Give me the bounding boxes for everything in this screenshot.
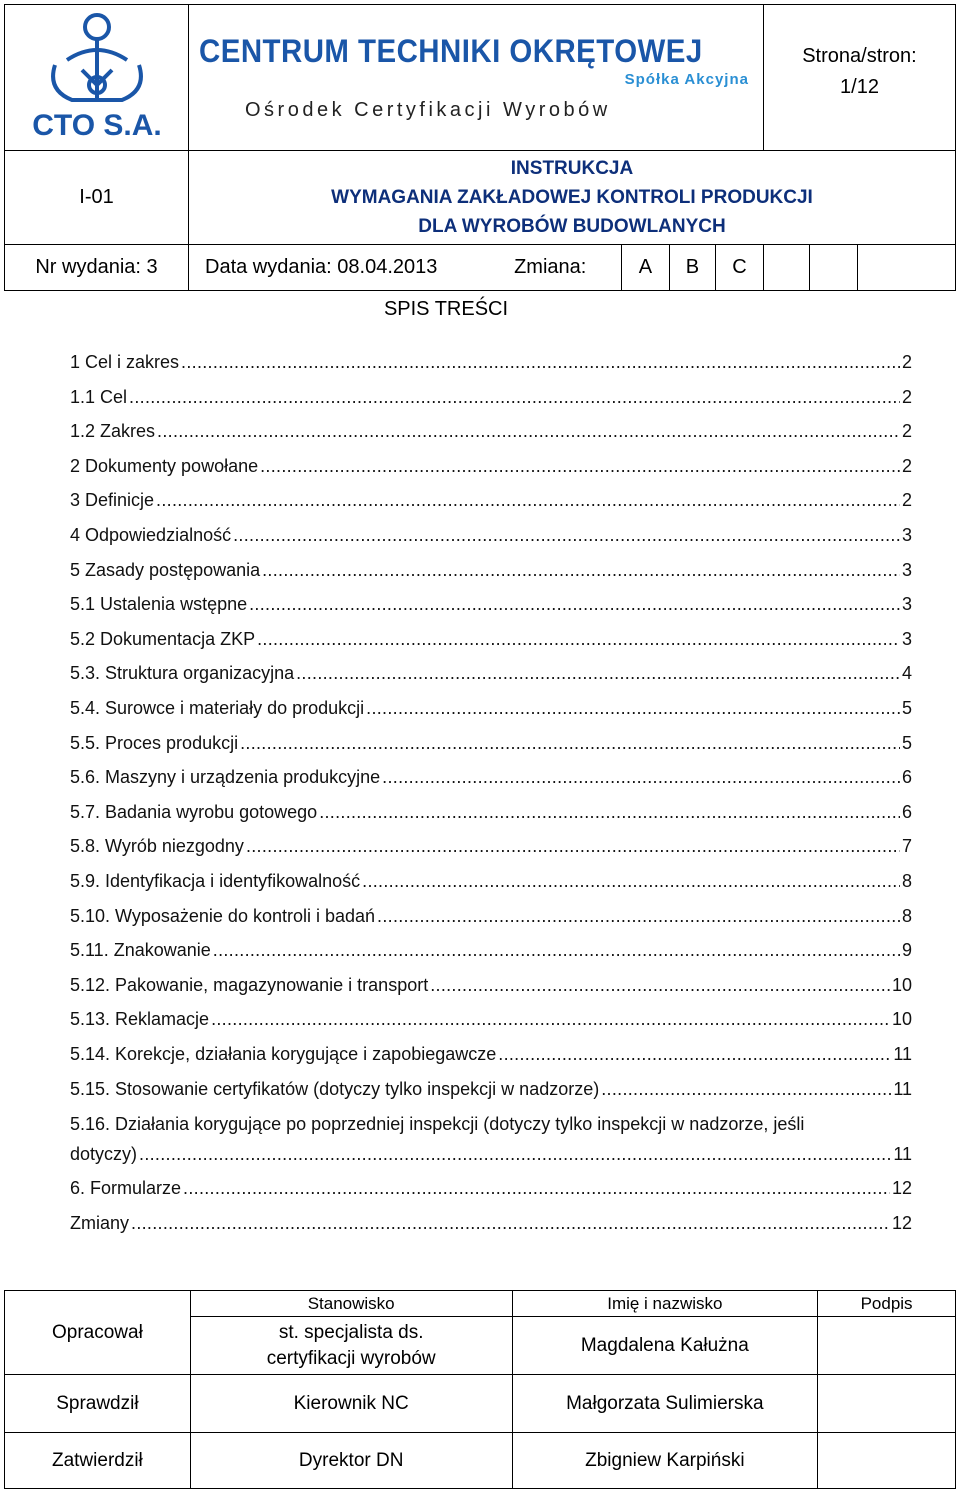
- toc-item-wrapped-line-1[interactable]: 5.16. Działania korygujące po poprzedniej inspekcji (dotyczy tylko inspekcji w nadzorze, jeśli: [70, 1114, 805, 1134]
- toc-item-page: 5: [901, 698, 912, 718]
- toc-item-page: 10: [891, 1009, 912, 1030]
- toc-item-label: 6. Formularze: [70, 1178, 182, 1198]
- toc-item[interactable]: [70, 594, 912, 628]
- toc-item-label: 1.2 Zakres: [70, 421, 156, 442]
- toc-item-label: 5.13. Reklamacje: [70, 1009, 210, 1030]
- toc-dot-leader: [377, 906, 900, 927]
- logo-cell: [5, 5, 189, 151]
- toc-item-page: 6: [901, 767, 912, 788]
- toc-item[interactable]: [70, 352, 912, 386]
- toc-item[interactable]: [70, 629, 912, 663]
- toc-dot-leader: [233, 525, 900, 546]
- toc-item-page: 2: [901, 421, 912, 442]
- name-zatwierdzil: Zbigniew Karpiński: [512, 1433, 818, 1489]
- toc-item-label: 5.9. Identyfikacja i identyfikowalność: [70, 871, 361, 891]
- page-count-cell: [763, 5, 955, 151]
- toc-item-label: 5.12. Pakowanie, magazynowanie i transport: [70, 974, 429, 995]
- toc-item-label: 2 Dokumenty powołane: [70, 455, 259, 476]
- toc-item-label: 1 Cel i zakres: [70, 352, 180, 372]
- signature-table: [4, 1290, 956, 1489]
- toc-item[interactable]: [70, 560, 912, 594]
- toc-item[interactable]: [70, 733, 912, 767]
- toc-dot-leader: [296, 663, 900, 684]
- toc-item-label: 3 Definicje: [70, 490, 155, 511]
- toc-item-label: Zmiany: [70, 1212, 130, 1233]
- toc-item[interactable]: [70, 456, 912, 490]
- change-col-b: B: [669, 245, 715, 291]
- toc-dot-leader: [129, 387, 900, 408]
- toc-item-label: 4 Odpowiedzialność: [70, 525, 232, 545]
- toc-item[interactable]: [70, 906, 912, 940]
- toc-dot-leader: [262, 560, 900, 581]
- change-col-c: C: [715, 245, 763, 291]
- toc-item[interactable]: [70, 802, 912, 836]
- toc-item[interactable]: [70, 525, 912, 559]
- toc-item[interactable]: [70, 940, 912, 974]
- page-label: Strona/stron:: [802, 45, 917, 67]
- toc-item-page: 3: [901, 594, 912, 615]
- doc-code: I-01: [5, 151, 189, 245]
- change-col-a: A: [621, 245, 669, 291]
- instruction-line-3: DLA WYROBÓW BUDOWLANYCH: [418, 216, 726, 237]
- toc-item[interactable]: [70, 421, 912, 455]
- position-sprawdzil: Kierownik NC: [190, 1375, 512, 1433]
- toc-dot-leader: [366, 698, 900, 719]
- toc-item-label: dotyczy): [70, 1144, 138, 1164]
- toc-item-page: 2: [901, 455, 912, 476]
- toc-item-label: 5.15. Stosowanie certyfikatów (dotyczy tylko inspekcji w nadzorze): [70, 1078, 600, 1099]
- toc-item-label: 5.5. Proces produkcji: [70, 732, 239, 753]
- instruction-line-1: INSTRUKCJA: [510, 158, 634, 179]
- toc-item-page: 12: [891, 1212, 912, 1233]
- toc-dot-leader: [601, 1079, 891, 1100]
- toc-item[interactable]: [70, 871, 912, 905]
- toc-item-label: 5.7. Badania wyrobu gotowego: [70, 801, 318, 822]
- signature-opracowal: [818, 1317, 956, 1375]
- toc-item[interactable]: [70, 663, 912, 697]
- toc-item-page: 3: [901, 628, 912, 649]
- instruction-title: [189, 151, 956, 245]
- toc-item-label: 5.14. Korekcje, działania korygujące i zapobiegawcze: [70, 1044, 497, 1064]
- toc-item-page: 2: [901, 490, 912, 511]
- toc-item[interactable]: [70, 490, 912, 524]
- change-col-d: [763, 245, 809, 291]
- toc-dot-leader: [498, 1044, 891, 1065]
- toc-item[interactable]: [70, 387, 912, 421]
- edition-number: Nr wydania: 3: [5, 245, 189, 291]
- toc-dot-leader: [319, 802, 900, 823]
- signature-zatwierdzil: [818, 1433, 956, 1489]
- toc-dot-leader: [183, 1178, 890, 1199]
- toc-item[interactable]: [70, 1079, 912, 1113]
- name-opracowal: Magdalena Kałużna: [512, 1317, 818, 1375]
- toc-dot-leader: [213, 940, 900, 961]
- toc-item[interactable]: [70, 767, 912, 801]
- toc-item-wrapped[interactable]: [70, 1144, 912, 1178]
- toc-item[interactable]: [70, 975, 912, 1009]
- change-label: Zmiana:: [479, 245, 621, 291]
- toc-item-label: 5 Zasady postępowania: [70, 559, 261, 580]
- toc-item-label: 5.11. Znakowanie: [70, 940, 211, 961]
- toc-item[interactable]: [70, 698, 912, 732]
- toc-title: SPIS TREŚCI: [383, 298, 509, 320]
- toc-item-page: 7: [901, 836, 912, 857]
- toc-item-page: 10: [891, 974, 912, 995]
- toc-item-label: 5.3. Struktura organizacyjna: [70, 663, 295, 684]
- instruction-line-2: WYMAGANIA ZAKŁADOWEJ KONTROLI PRODUKCJI: [331, 187, 813, 208]
- toc-item-page: 12: [891, 1178, 912, 1198]
- toc-item-page: 3: [901, 525, 912, 545]
- toc-dot-leader: [157, 421, 900, 442]
- toc-dot-leader: [260, 456, 900, 477]
- toc-item-page: 2: [901, 386, 912, 407]
- edition-date: Data wydania: 08.04.2013: [189, 245, 480, 291]
- toc-item-page: 2: [901, 352, 912, 372]
- toc-item-page: 11: [893, 1078, 912, 1099]
- toc-item-label: 5.1 Ustalenia wstępne: [70, 594, 248, 615]
- toc-dot-leader: [181, 352, 900, 373]
- toc-item-label: 5.10. Wyposażenie do kontroli i badań: [70, 905, 376, 926]
- name-sprawdzil: Małgorzata Sulimierska: [512, 1375, 818, 1433]
- toc-item[interactable]: [70, 1213, 912, 1247]
- toc-item-page: 11: [893, 1144, 912, 1164]
- toc-item-label: 5.4. Surowce i materiały do produkcji: [70, 698, 365, 718]
- toc-dot-leader: [156, 490, 900, 511]
- toc-item[interactable]: [70, 1009, 912, 1043]
- toc-dot-leader: [362, 871, 900, 892]
- role-zatwierdzil: Zatwierdził: [5, 1433, 191, 1489]
- toc-item-page: 8: [901, 905, 912, 926]
- toc-item-label: 5.2 Dokumentacja ZKP: [70, 628, 256, 649]
- toc-item[interactable]: [70, 1044, 912, 1078]
- toc-item-page: 5: [901, 732, 912, 753]
- toc-item[interactable]: [70, 836, 912, 870]
- cto-logo-icon: [27, 5, 167, 145]
- header-name: Imię i nazwisko: [512, 1291, 818, 1317]
- toc-dot-leader: [249, 594, 900, 615]
- company-subtitle: Spółka Akcyjna: [624, 71, 749, 88]
- toc-dot-leader: [211, 1009, 890, 1030]
- toc-item-label: 5.8. Wyrób niezgodny: [70, 836, 244, 857]
- toc-dot-leader: [131, 1213, 890, 1234]
- toc-item-page: 8: [901, 871, 912, 891]
- document-header: [4, 4, 956, 291]
- brand-cell: [189, 5, 764, 151]
- toc-dot-leader: [139, 1144, 891, 1165]
- toc-item-page: 6: [901, 801, 912, 822]
- toc-item-page: 3: [901, 559, 912, 580]
- logo-text: CTO S.A.: [31, 109, 162, 142]
- company-name: CENTRUM TECHNIKI OKRĘTOWEJ: [199, 33, 703, 69]
- toc-dot-leader: [246, 836, 900, 857]
- role-sprawdzil: Sprawdził: [5, 1375, 191, 1433]
- toc-dot-leader: [382, 767, 900, 788]
- role-opracowal: Opracował: [5, 1291, 191, 1375]
- change-col-f: [857, 245, 955, 291]
- signature-sprawdzil: [818, 1375, 956, 1433]
- header-signature: Podpis: [818, 1291, 956, 1317]
- position-opracowal: st. specjalista ds. certyfikacji wyrobów: [190, 1317, 512, 1375]
- change-col-e: [809, 245, 857, 291]
- toc-item-label: 1.1 Cel: [70, 386, 128, 407]
- page-value: 1/12: [840, 76, 879, 98]
- position-zatwierdzil: Dyrektor DN: [190, 1433, 512, 1489]
- toc-dot-leader: [240, 733, 900, 754]
- toc-item-page: 4: [901, 663, 912, 684]
- division-name: Ośrodek Certyfikacji Wyrobów: [245, 99, 611, 121]
- toc-dot-leader: [430, 975, 890, 996]
- toc-item-label: 5.6. Maszyny i urządzenia produkcyjne: [70, 767, 381, 788]
- toc-dot-leader: [257, 629, 900, 650]
- header-position: Stanowisko: [190, 1291, 512, 1317]
- toc-item[interactable]: [70, 1178, 912, 1212]
- toc-item-page: 11: [893, 1044, 912, 1064]
- toc-item-page: 9: [901, 940, 912, 961]
